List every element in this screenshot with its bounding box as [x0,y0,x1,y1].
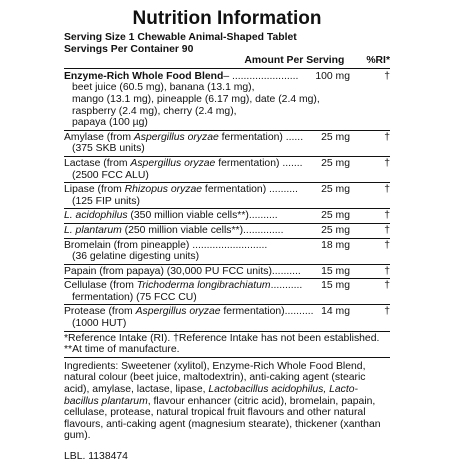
nutrient-detail: (36 gelatine digesting units) [72,251,200,263]
label-number: LBL. 1138474 [64,451,128,462]
nutrient-ri: † [384,224,390,236]
row-divider [64,208,390,209]
nutrient-row [64,158,390,181]
nutrient-name: Protease (from Aspergillus oryzae fermentation).......... [64,306,314,318]
nutrient-name: Lipase (from Rhizopus oryzae fermentation) .......... [64,184,298,196]
nutrient-row [64,184,390,207]
nutrient-amount: 18 mg [321,239,350,251]
divider [64,357,390,358]
amount-header: Amount Per Serving [244,55,345,67]
row-divider [64,130,390,131]
nutrient-amount: 14 mg [321,306,350,318]
nutrient-amount: 15 mg [321,280,350,292]
row-divider [64,278,390,279]
row-divider [64,238,390,239]
column-header [64,55,390,69]
row-divider [64,264,390,265]
nutrient-row [64,225,390,237]
servings-per-container: Servings Per Container 90 [64,43,194,55]
row-divider [64,331,390,332]
serving-size: Serving Size 1 Chewable Animal-Shaped Tablet [64,32,297,43]
nutrient-ri: † [384,210,390,222]
footnote-manufacture: **At time of manufacture. [64,344,180,356]
nutrient-detail: fermentation) (75 FCC CU) [72,291,197,303]
nutrient-detail: (2500 FCC ALU) [72,169,149,181]
nutrient-amount: 25 mg [321,157,350,169]
nutrient-ri: † [384,239,390,251]
nutrient-row [64,266,390,278]
ingredients-text: Ingredients: Sweetener (xylitol), Enzyme-Rich Whole Food Blend, natural colour (beet juice, maltodextrin), anti-caking agent (stearic acid), amylase, lactase, lipase, Lactobacillus acidophilus, Lacto-bacillus plantarum, flavour enhancer (citric acid), bromelain, papain, cellulase, protease, natural tropical fruit flavours and other natural flavours, anti-caking agent (magnesium stearate), thickener (xanthan gum). [64,360,381,442]
row-divider [64,223,390,224]
nutrient-detail: beet juice (60.5 mg), banana (13.1 mg), [72,82,255,94]
nutrient-detail: papaya (100 µg) [72,117,148,129]
row-divider [64,156,390,157]
nutrient-name: L. plantarum (250 million viable cells**).............. [64,224,284,236]
nutrient-name: L. acidophilus (350 million viable cells**).......... [64,210,278,222]
panel-title: Nutrition Information [132,8,322,29]
nutrient-name: Enzyme-Rich Whole Food Blend– ....................... [64,70,299,82]
nutrient-detail: (1000 HUT) [72,318,127,330]
nutrient-name: Lactase (from Aspergillus oryzae fermentation) ....... [64,157,303,169]
footnote-ri: *Reference Intake (RI). †Reference Intake has not been established. [64,332,380,344]
nutrient-ri: † [384,306,390,318]
nutrient-rows [64,71,390,332]
row-divider [64,182,390,183]
nutrient-ri: † [384,70,390,82]
nutrient-row [64,210,390,222]
nutrient-detail: (375 SKB units) [72,143,145,155]
nutrient-ri: † [384,131,390,143]
nutrient-row [64,280,390,303]
nutrient-ri: † [384,265,390,277]
row-divider [64,304,390,305]
nutrient-detail: (125 FIP units) [72,195,140,207]
nutrient-name: Amylase (from Aspergillus oryzae fermentation) ...... [64,131,304,143]
nutrient-detail: raspberry (2.4 mg), cherry (2.4 mg), [72,105,237,117]
nutrient-amount: 100 mg [315,70,350,82]
nutrient-name: Bromelain (from pineapple) .......................... [64,239,268,251]
nutrient-amount: 15 mg [321,265,350,277]
nutrient-row [64,240,390,263]
nutrient-ri: † [384,280,390,292]
nutrient-name: Cellulase (from Trichoderma longibrachiatum........... [64,280,303,292]
nutrient-ri: † [384,184,390,196]
nutrient-name: Papain (from papaya) (30,000 PU FCC units).......... [64,265,301,277]
nutrient-amount: 25 mg [321,131,350,143]
ri-header: %RI* [366,55,390,67]
nutrient-detail: mango (13.1 mg), pineapple (6.17 mg), date (2.4 mg), [72,93,320,105]
nutrient-amount: 25 mg [321,184,350,196]
nutrient-amount: 25 mg [321,210,350,222]
nutrient-row [64,71,390,129]
nutrient-row [64,132,390,155]
nutrient-row [64,306,390,329]
nutrition-panel [64,8,390,463]
nutrient-ri: † [384,157,390,169]
nutrient-amount: 25 mg [321,224,350,236]
